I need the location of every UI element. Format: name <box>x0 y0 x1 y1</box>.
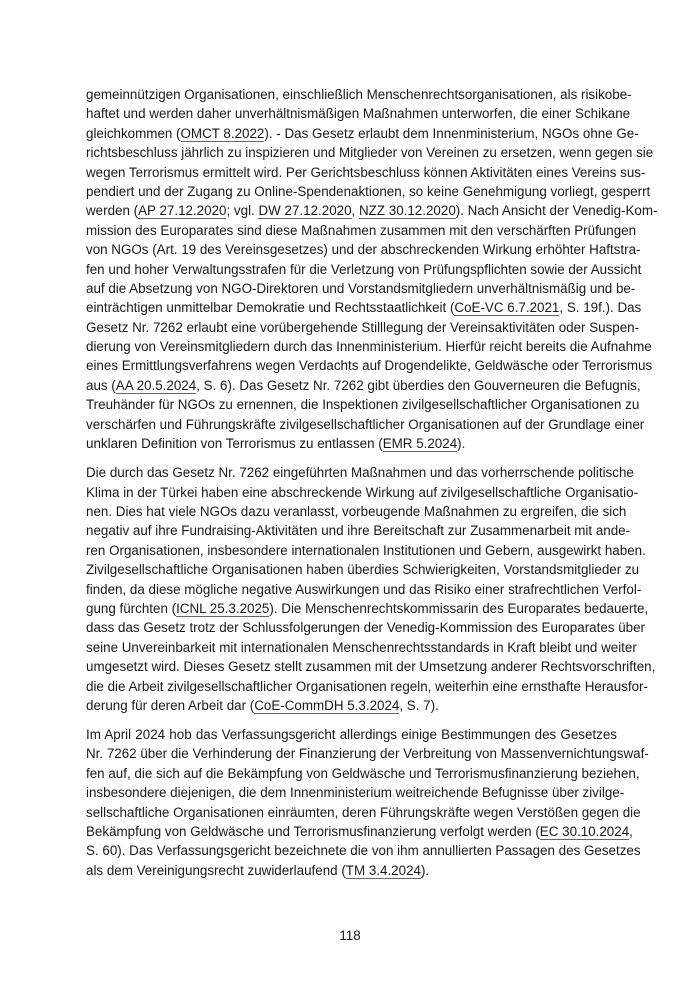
text-line <box>86 143 654 162</box>
text-segment: finden, da diese mögliche negative Auswirkungen und das Risiko einer strafrechtlichen Verfol- <box>86 581 642 597</box>
text-segment: unklaren Definition von Terrorismus zu entlassen ( <box>86 436 383 452</box>
source-citation-link[interactable]: NZZ 30.12.2020 <box>359 203 456 219</box>
text-line <box>86 483 639 502</box>
text-line <box>86 240 641 259</box>
text-segment: , S. 7). <box>399 697 439 713</box>
text-line <box>86 201 658 220</box>
page-number: 118 <box>339 928 361 943</box>
text-segment: einträchtigen unmittelbar Demokratie und Rechtsstaatlichkeit ( <box>86 300 455 316</box>
text-segment: ). Nach Ansicht der Venedig-Kom- <box>455 203 658 219</box>
text-segment: wegen Terrorismus ermittelt wird. Per Gerichtsbeschluss können Aktivitäten eines Vereins sus- <box>86 164 646 180</box>
text-segment: fen und hoher Verwaltungsstrafen für die Verletzung von Prüfungspflichten sowie der Aussicht <box>86 261 642 277</box>
text-segment: ). - Das Gesetz erlaubt dem Innenministerium, NGOs ohne Ge- <box>264 125 639 141</box>
text-line <box>86 521 631 540</box>
text-segment: sellschaftliche Organisationen einräumten, deren Führungskräfte wegen Verstößen gegen die <box>86 804 641 820</box>
text-segment: die die Arbeit zivilgesellschaftlicher Organisationen regeln, weiterhin eine ernsthafte Herausfor- <box>86 678 648 694</box>
text-segment: haftet und werden daher unverhältnismäßigen Maßnahmen unterworfen, die einer Schikane <box>86 106 631 122</box>
text-line <box>86 541 646 560</box>
text-line <box>86 618 645 637</box>
text-line <box>86 696 617 715</box>
source-citation-link[interactable]: OMCT 8.2022 <box>180 125 265 141</box>
text-segment: umgesetzt wird. Dieses Gesetz stellt zusammen mit der Umsetzung anderer Rechtsvorschriften, <box>86 659 656 675</box>
text-line <box>86 260 642 279</box>
text-line <box>86 580 642 599</box>
text-line <box>86 599 649 618</box>
text-line <box>86 764 640 783</box>
text-segment: als dem Vereinigungsrecht zuwiderlaufend ( <box>86 862 346 878</box>
paragraph <box>86 463 656 715</box>
text-line <box>86 677 648 696</box>
source-citation-link[interactable]: AP 27.12.2020 <box>138 203 227 219</box>
text-line <box>86 783 625 802</box>
source-citation-link[interactable]: AA 20.5.2024 <box>115 377 197 393</box>
text-line <box>86 744 649 763</box>
text-line <box>86 560 640 579</box>
text-line <box>86 356 653 375</box>
text-line <box>86 725 617 744</box>
text-segment: Klima in der Türkei haben eine abschreckende Wirkung auf zivilgesellschaftliche Organisatio- <box>86 484 639 500</box>
text-segment: gemeinnützigen Organisationen, einschließlich Menschenrechtsorganisationen, als risikobe- <box>86 87 632 102</box>
text-segment: Die durch das Gesetz Nr. 7262 eingeführten Maßnahmen und das vorherrschende politische <box>86 465 634 481</box>
source-citation-link[interactable]: TM 3.4.2024 <box>345 862 421 878</box>
source-citation-link[interactable]: ICNL 25.3.2025 <box>176 600 270 616</box>
text-line <box>86 221 637 240</box>
text-segment: pendiert und der Zugang zu Online-Spendenaktionen, so keine Genehmigung vorliegt, gesperrt <box>86 183 651 199</box>
text-segment: verschärfen und Führungskräfte zivilgesellschaftlicher Organisationen auf der Grundlage einer <box>86 416 645 432</box>
text-segment: , <box>351 203 359 219</box>
text-segment: ). <box>457 436 466 452</box>
source-citation-link[interactable]: DW 27.12.2020 <box>258 203 352 219</box>
text-segment: gung fürchten ( <box>86 600 177 616</box>
text-line <box>86 657 656 676</box>
text-line <box>86 182 651 201</box>
text-line <box>86 318 640 337</box>
text-segment: von NGOs (Art. 19 des Vereinsgesetzes) und der abschreckenden Wirkung erhöhter Haftstra- <box>86 242 641 258</box>
source-citation-link[interactable]: EC 30.10.2024 <box>539 824 630 840</box>
text-segment: nen. Dies hat viele NGOs dazu veranlasst, vorbeugende Maßnahmen zu ergreifen, die sich <box>86 504 627 519</box>
text-segment: negativ auf ihre Fundraising-Aktivitäten und ihre Bereitschaft zur Zusammenarbeit mit ande- <box>86 523 631 539</box>
text-segment: aus ( <box>86 377 116 393</box>
text-segment: derung für deren Arbeit dar ( <box>86 697 255 713</box>
text-segment: ). <box>420 862 430 878</box>
text-segment: mission des Europarates sind diese Maßnahmen zusammen mit den verschärften Prüfungen <box>86 222 637 238</box>
text-segment: werden ( <box>86 203 139 219</box>
source-citation-link[interactable]: EMR 5.2024 <box>382 436 458 452</box>
document-body <box>86 85 658 890</box>
paragraph <box>86 725 649 880</box>
text-segment: Bekämpfung von Geldwäsche und Terrorismusfinanzierung verfolgt werden ( <box>86 824 540 840</box>
source-citation-link[interactable]: CoE-VC 6.7.2021 <box>454 300 560 316</box>
text-line <box>86 279 636 298</box>
text-line <box>86 163 646 182</box>
text-segment: seine Unvereinbarkeit mit internationalen Menschenrechtsstandards in Kraft bleibt und weiter <box>86 639 637 655</box>
text-segment: fen auf, die sich auf die Bekämpfung von Geldwäsche und Terrorismusfinanzierung beziehen, <box>86 765 640 781</box>
text-line <box>86 415 645 434</box>
text-segment: , S. 6). Das Gesetz Nr. 7262 gibt überdies den Gouverneuren die Befugnis, <box>196 377 641 393</box>
text-segment: richtsbeschluss jährlich zu inspizieren und Mitglieder von Vereinen zu ersetzen, wenn gegen sie <box>86 145 654 161</box>
text-segment: ). Die Menschenrechtskommissarin des Europarates bedauerte, <box>269 600 649 616</box>
text-segment: Gesetz Nr. 7262 erlaubt eine vorübergehende Stilllegung der Vereinsaktivitäten oder Suspen- <box>86 319 640 335</box>
text-line <box>86 104 631 123</box>
text-line <box>86 85 632 104</box>
text-line <box>86 298 642 317</box>
text-segment: insbesondere diejenigen, die dem Innenministerium weitreichende Befugnisse über zivilge- <box>86 785 625 801</box>
text-segment: eines Ermittlungsverfahrens wegen Verdachts auf Drogendelikte, Geldwäsche oder Terrorismus <box>86 358 653 374</box>
source-citation-link[interactable]: CoE-CommDH 5.3.2024 <box>254 697 400 713</box>
text-segment: , S. 19f.). Das <box>559 300 642 316</box>
text-segment: Treuhänder für NGOs zu ernennen, die Inspektionen zivilgesellschaftlicher Organisationen zu <box>86 397 640 413</box>
text-line <box>86 502 627 521</box>
text-segment: Nr. 7262 über die Verhinderung der Finanzierung der Verbreitung von Massenvernichtungswaf- <box>86 746 649 762</box>
text-segment: gleichkommen ( <box>86 125 181 141</box>
text-line <box>86 434 617 453</box>
text-segment: S. 60). Das Verfassungsgericht bezeichnete die von ihm annullierten Passagen des Gesetzes <box>86 843 641 859</box>
text-line <box>86 841 641 860</box>
text-segment: dass das Gesetz trotz der Schlussfolgerungen der Venedig-Kommission des Europarates über <box>86 620 645 636</box>
text-line <box>86 376 641 395</box>
text-segment: ; vgl. <box>226 203 259 219</box>
text-segment: auf die Absetzung von NGO-Direktoren und Vorstandsmitgliedern unverhältnismäßig und be- <box>86 280 636 296</box>
text-segment: ren Organisationen, insbesondere internationalen Institutionen und Gebern, ausgewirkt haben. <box>86 542 646 558</box>
text-line <box>86 638 637 657</box>
text-segment: Zivilgesellschaftliche Organisationen haben überdies Schwierigkeiten, Vorstandsmitglieder zu <box>86 562 640 578</box>
text-line <box>86 124 639 143</box>
text-line <box>86 463 634 482</box>
text-segment: , <box>629 824 633 840</box>
text-line <box>86 395 640 414</box>
paragraph <box>86 85 658 453</box>
text-line <box>86 822 633 841</box>
text-line <box>86 861 617 880</box>
text-line <box>86 803 641 822</box>
text-segment: Im April 2024 hob das Verfassungsgericht allerdings einige Bestimmungen des Gesetzes <box>86 727 617 743</box>
text-line <box>86 337 652 356</box>
text-segment: dierung von Vereinsmitgliedern durch das Innenministerium. Hierfür reicht bereits die Aufnahme <box>86 339 652 355</box>
